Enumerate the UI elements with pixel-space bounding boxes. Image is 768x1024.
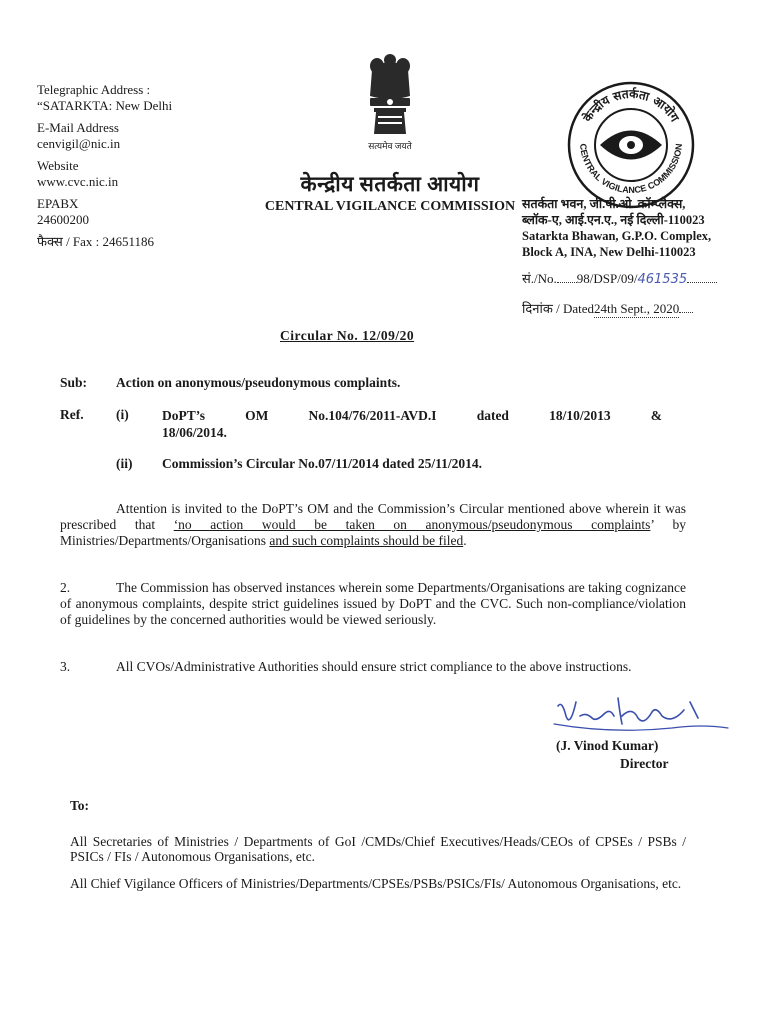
- epabx-value: 24600200: [37, 212, 89, 227]
- left-address-block: [37, 82, 172, 256]
- paragraph-1: [60, 501, 686, 549]
- email-label: E-Mail Address: [37, 120, 119, 135]
- ref-ii-number: (ii): [116, 456, 133, 471]
- ref-i-word: dated: [476, 408, 509, 423]
- p1-underlined-1: ‘no action would be taken on anonymous/pseudonymous complaints: [173, 517, 651, 532]
- p3-number: 3.: [60, 659, 71, 674]
- p1-text: Attention is invited to the DoPT’s OM and the Commission’s Circular mentioned above wherein it was prescribed that: [60, 501, 686, 532]
- ref-i-text: [162, 407, 662, 441]
- subject-label: Sub:: [60, 375, 88, 390]
- p1-end: .: [463, 533, 467, 548]
- signatory-name: (J. Vinod Kumar): [556, 738, 659, 753]
- ref-i-word: DoPT’s: [162, 408, 205, 423]
- p2-text: The Commission has observed instances wherein some Departments/Organisations are taking cognizance of anonymous complaints, despite strict guidelines issued by DoPT and the CVC. Such non-compliance/violation of guidelines by the concerned authorities would be viewed seriously.: [60, 580, 686, 627]
- logo-ring-hindi: केन्द्रीय सतर्कता आयोग: [580, 86, 682, 125]
- ref-ii-text: Commission’s Circular No.07/11/2014 dated 25/11/2014.: [162, 456, 483, 471]
- date-label: दिनांक / Dated: [522, 301, 594, 316]
- address-hindi-line1: सतर्कता भवन, जी.पी.ओ. कॉम्प्लैक्स,: [522, 197, 686, 211]
- reference-value: 98/DSP/09/: [576, 271, 638, 286]
- logo-ring-english: CENTRAL VIGILANCE COMMISSION: [577, 143, 685, 196]
- national-emblem: [352, 50, 428, 152]
- reference-date: [522, 299, 693, 318]
- paragraph-3: [60, 659, 686, 675]
- website-value: www.cvc.nic.in: [37, 174, 119, 189]
- telegraphic-value: “SATARKTA: New Delhi: [37, 98, 173, 113]
- fax-line: फैक्स / Fax : 24651186: [37, 234, 155, 249]
- address-line2: Block A, INA, New Delhi-110023: [522, 245, 696, 259]
- address-hindi-line2: ब्लॉक-ए, आई.एन.ए., नई दिल्ली-110023: [522, 213, 705, 227]
- recipient-2: All Chief Vigilance Officers of Ministries/Departments/CPSEs/PSBs/PSICs/FIs/ Autonomous Organisations, etc.: [70, 876, 682, 891]
- heading-hindi: केन्द्रीय सतर्कता आयोग: [300, 172, 480, 196]
- ref-i-number: (i): [116, 407, 129, 422]
- epabx-label: EPABX: [37, 196, 79, 211]
- commission-heading: [250, 170, 530, 215]
- ref-label: Ref.: [60, 407, 84, 422]
- emblem-motto: सत्यमेव जयते: [368, 141, 412, 151]
- address-line1: Satarkta Bhawan, G.P.O. Complex,: [522, 229, 712, 243]
- national-emblem-icon: [362, 50, 418, 138]
- heading-english: CENTRAL VIGILANCE COMMISSION: [264, 199, 516, 214]
- telegraphic-label: Telegraphic Address :: [37, 82, 151, 97]
- paragraph-2: [60, 580, 686, 628]
- recipient-1: All Secretaries of Ministries / Departments of GoI /CMDs/Chief Executives/Heads/CEOs of CPSEs / PSBs / PSICs / FIs / Autonomous Organisations, etc.: [70, 834, 686, 864]
- ref-i-word: &: [650, 408, 662, 423]
- reference-label: सं./No.: [522, 271, 557, 286]
- handwritten-signature: [552, 694, 732, 736]
- reference-number: [522, 269, 717, 287]
- date-value: 24th Sept., 2020: [594, 301, 680, 316]
- signatory-designation: Director: [620, 756, 669, 771]
- ref-i-word: 18/10/2013: [549, 408, 611, 423]
- circular-number: Circular No. 12/09/20: [280, 328, 415, 343]
- ref-i-word: No.104/76/2011-AVD.I: [308, 408, 437, 423]
- p3-text: All CVOs/Administrative Authorities should ensure strict compliance to the above instructions.: [116, 659, 632, 674]
- subject-text: Action on anonymous/pseudonymous complaints.: [116, 375, 401, 390]
- ref-i-line2: 18/06/2014.: [162, 425, 227, 440]
- to-label: To:: [70, 798, 90, 813]
- right-address-block: [522, 196, 711, 260]
- ref-i-word: OM: [245, 408, 269, 423]
- svg-text:केन्द्रीय सतर्कता आयोग: [580, 87, 683, 126]
- reference-handwritten: 461535: [637, 272, 688, 287]
- website-label: Website: [37, 158, 79, 173]
- email-value: cenvigil@nic.in: [37, 136, 121, 151]
- p1-underlined-2: and such complaints should be filed: [269, 533, 464, 548]
- cvc-eye-logo-icon: [566, 80, 696, 210]
- p1-middle: ’ by Ministries/Departments/Organisations: [60, 517, 686, 548]
- p2-number: 2.: [60, 580, 71, 595]
